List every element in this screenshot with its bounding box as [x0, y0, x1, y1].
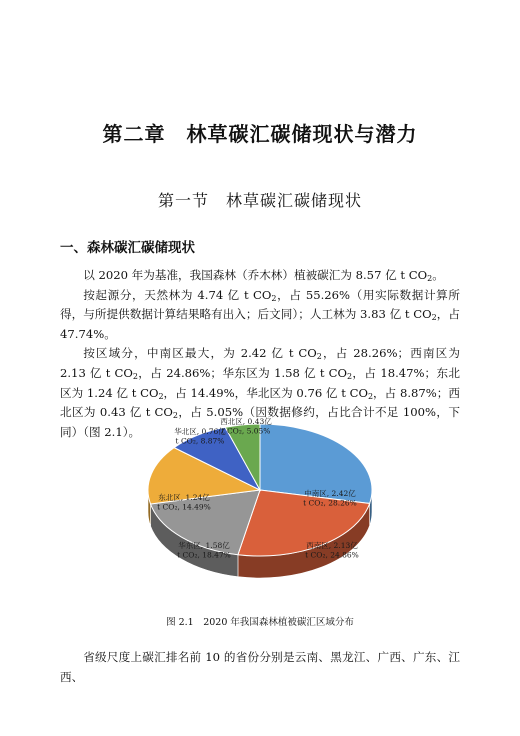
pie-label-西北区: 西北区, 0.43亿 t CO₂, 5.05%	[220, 417, 272, 436]
body-paragraph-provinces	[60, 648, 460, 687]
chapter-title: 第二章 林草碳汇碳储现状与潜力	[102, 122, 418, 146]
pie-label-华北区: 华北区, 0.76亿 t CO₂, 8.87%	[174, 427, 226, 446]
pie-label-东北区: 东北区, 1.24亿 t CO₂, 14.49%	[157, 493, 211, 512]
pie-label-华东区: 华东区, 1.58亿 t CO₂, 18.47%	[177, 541, 231, 560]
pie-chart	[110, 408, 410, 598]
section-title: 第一节 林草碳汇碳储现状	[157, 191, 362, 210]
paragraph-origin: 按起源分，天然林为 4.74 亿 t $CO_2$，占 55.26%（用实际数据计算所得，与所提供数据计算结果略有出入；后文同）；人工林为 3.83 亿 t $CO_2$，占 47.74%。	[60, 287, 460, 341]
pie-label-中南区: 中南区, 2.42亿 t CO₂, 28.26%	[303, 489, 357, 508]
paragraph-baseline: 以 2020 年为基准，我国森林（乔木林）植被碳汇为 8.57 亿 t $CO_2$。	[83, 268, 444, 283]
paragraph-region: 按区域分，中南区最大，为 2.42 亿 t $CO_2$，占 28.26%；西南区为 2.13 亿 t $CO_2$，占 24.86%；华东区为 1.58 亿 t $CO_2$，占 18.47%；东北区为 1.24 亿 t $CO_2$，占 14.49%，华北区为 0.76 亿 t $CO_2$，占 8.87%；西北区为 0.43 亿 t $CO_2$，占 5.05%（因数据修约，占比合计不足 100%，下同）（图 2.1）。	[60, 346, 461, 439]
pie-label-西南区: 西南区, 2.13亿 t CO₂, 24.86%	[305, 541, 359, 560]
pie-chart-svg	[110, 408, 410, 598]
subsection-title: 一、森林碳汇碳储现状	[60, 240, 195, 256]
paragraph-provinces: 省级尺度上碳汇排名前 10 的省份分别是云南、黑龙江、广西、广东、江西、	[60, 650, 460, 684]
figure-caption: 图 2.1 2020 年我国森林植被碳汇区域分布	[166, 617, 354, 628]
